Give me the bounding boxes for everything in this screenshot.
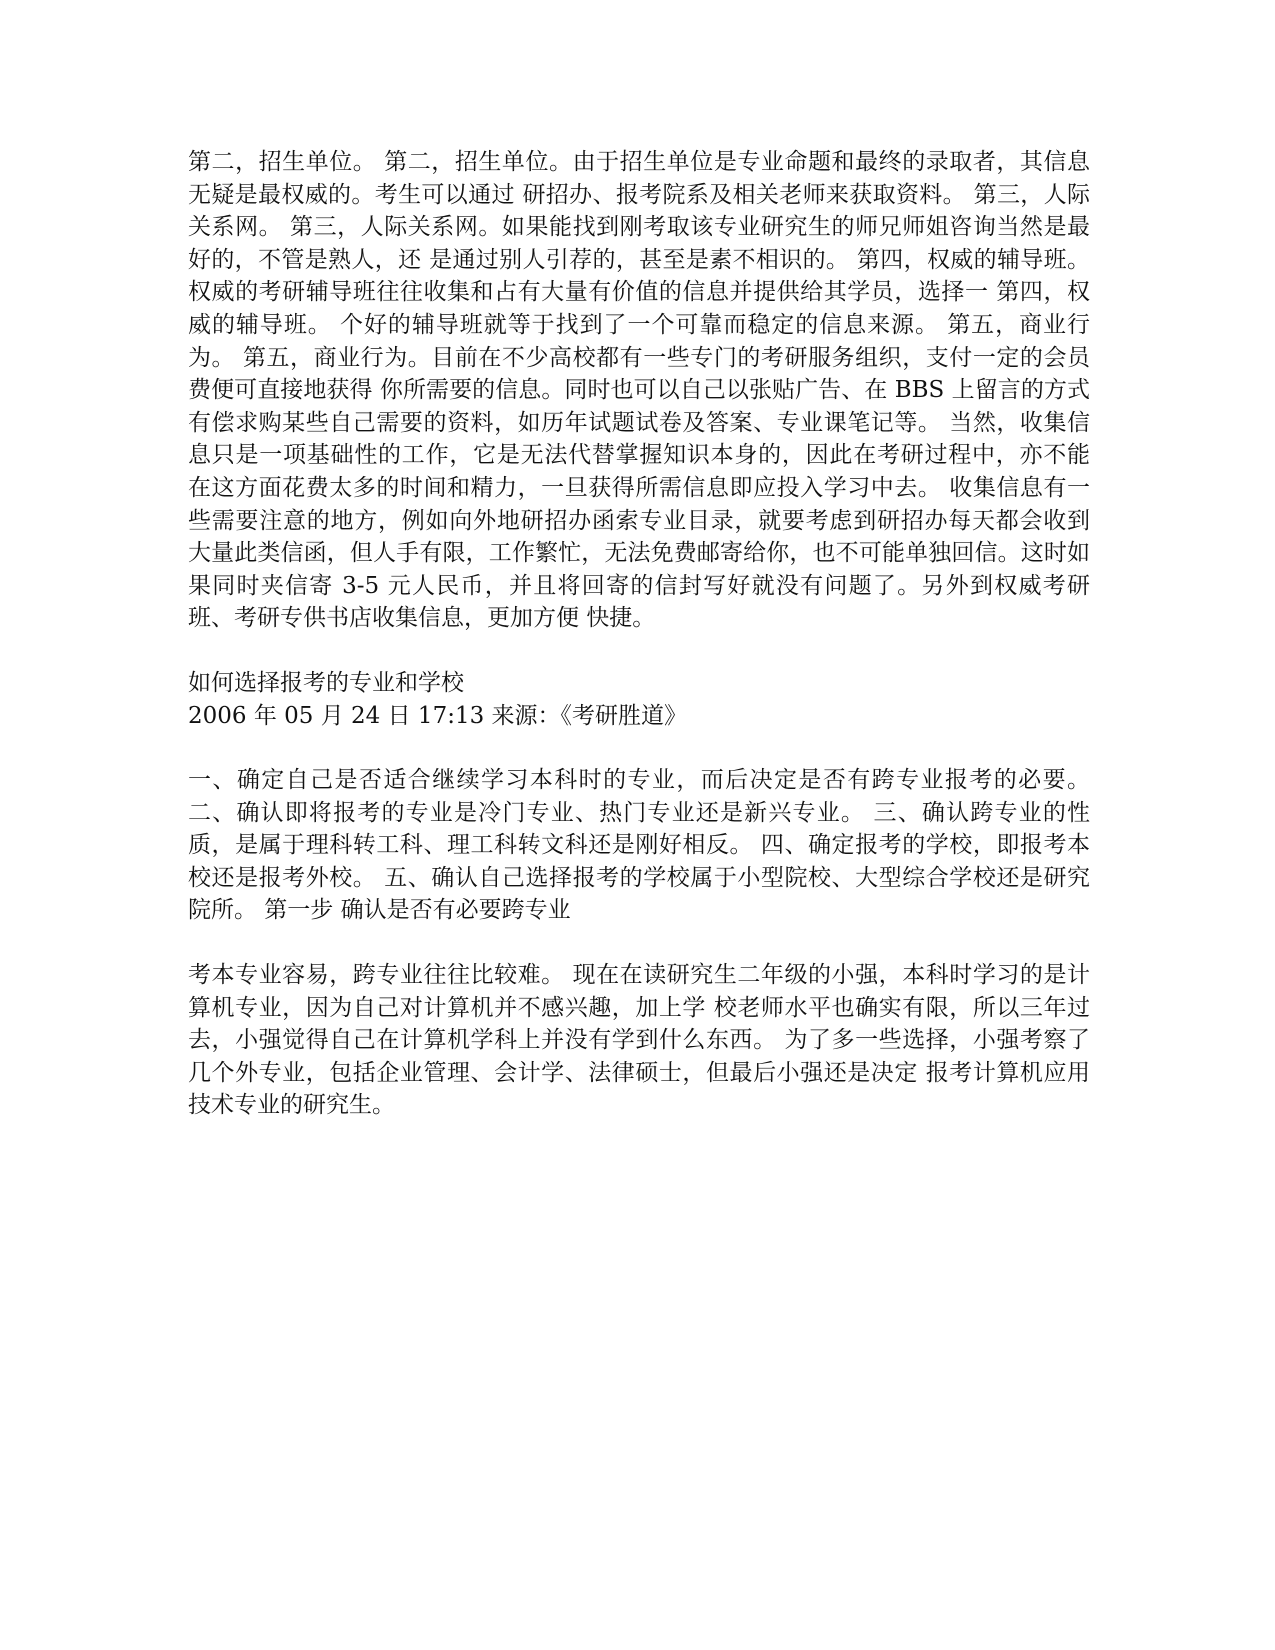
document-page (188, 146, 1090, 1122)
info-sources-paragraph: 第二，招生单位。 第二，招生单位。由于招生单位是专业命题和最终的录取者，其信息无疑是最权威的。考生可以通过 研招办、报考院系及相关老师来获取资料。 第三，人际关系网。 第三，人际关系网。如果能找到刚考取该专业研究生的师兄师姐咨询当然是最好的，不管是熟人，还 是通过别人引荐的，甚至是素不相识的。 第四，权威的辅导班。权威的考研辅导班往往收集和占有大量有价值的信息并提供给其学员，选择一 第四，权威的辅导班。 个好的辅导班就等于找到了一个可靠而稳定的信息来源。 第五，商业行为。 第五，商业行为。目前在不少高校都有一些专门的考研服务组织，支付一定的会员费便可直接地获得 你所需要的信息。同时也可以自己以张贴广告、在 BBS 上留言的方式有偿求购某些自己需要的资料，如历年试题试卷及答案、专业课笔记等。 当然，收集信息只是一项基础性的工作，它是无法代替掌握知识本身的，因此在考研过程中，亦不能 在这方面花费太多的时间和精力，一旦获得所需信息即应投入学习中去。 收集信息有一些需要注意的地方，例如向外地研招办函索专业目录，就要考虑到研招办每天都会收到 大量此类信函，但人手有限，工作繁忙，无法免费邮寄给你，也不可能单独回信。这时如果同时夹信寄 3-5 元人民币，并且将回寄的信封写好就没有问题了。另外到权威考研班、考研专供书店收集信息，更加方便 快捷。 (188, 149, 1090, 632)
spacer (188, 732, 1090, 764)
spacer (188, 927, 1090, 959)
selection-steps-paragraph: 一、确定自己是否适合继续学习本科时的专业，而后决定是否有跨专业报考的必要。 二、确认即将报考的专业是冷门专业、热门专业还是新兴专业。 三、确认跨专业的性质，是属于理科转工科、理工科转文科还是刚好相反。 四、确定报考的学校，即报考本校还是报考外校。 五、确认自己选择报考的学校属于小型院校、大型综合学校还是研究院所。 第一步 确认是否有必要跨专业 (188, 767, 1090, 924)
article-meta: 2006 年 05 月 24 日 17:13 来源：《考研胜道》 (188, 702, 688, 729)
case-study-paragraph: 考本专业容易，跨专业往往比较难。 现在在读研究生二年级的小强，本科时学习的是计算机专业，因为自己对计算机并不感兴趣，加上学 校老师水平也确实有限，所以三年过去，小强觉得自己在计算机学科上并没有学到什么东西。 为了多一些选择，小强考察了几个外专业，包括企业管理、会计学、法律硕士，但最后小强还是决定 报考计算机应用技术专业的研究生。 (188, 962, 1090, 1119)
article-title: 如何选择报考的专业和学校 (188, 669, 464, 696)
spacer (188, 635, 1090, 667)
